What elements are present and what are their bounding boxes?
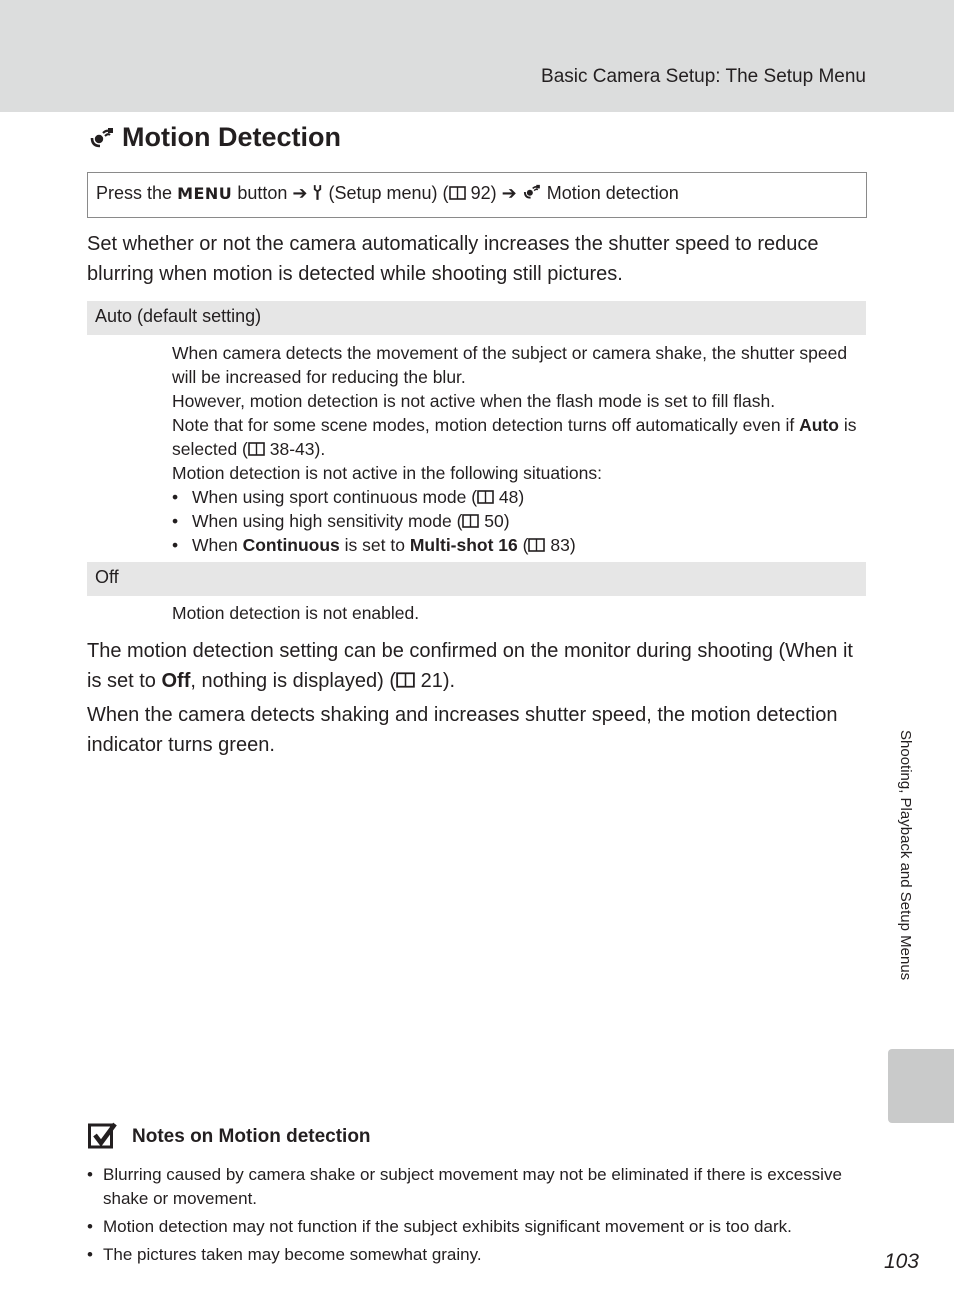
- list-item: • When using high sensitivity mode ( 50): [172, 509, 862, 533]
- navigation-path-box: [87, 172, 867, 218]
- auto-line-3: Note that for some scene modes, motion detection turns off automatically even if Auto is selected ( 38-43).: [172, 415, 857, 459]
- nav-page-92: 92): [470, 183, 497, 203]
- side-tab-label: Shooting, Playback and Setup Menus: [897, 730, 914, 981]
- header-title: Basic Camera Setup: The Setup Menu: [541, 66, 866, 87]
- option-auto-header: Auto (default setting): [87, 301, 866, 335]
- auto-situations-list: [172, 485, 862, 557]
- motion-detection-icon: [88, 124, 116, 152]
- header-band: [0, 0, 954, 112]
- notes-list: [87, 1163, 867, 1271]
- auto-bold: Auto: [799, 415, 839, 435]
- arrow-icon: ➔: [292, 183, 308, 203]
- check-mark-icon: [88, 1122, 118, 1152]
- book-reference-icon: [396, 672, 415, 688]
- page-title: [88, 122, 341, 153]
- list-item: • Blurring caused by camera shake or subject movement may not be eliminated if there is excessive shake or movement.: [87, 1163, 867, 1211]
- nav-motion-detection: Motion detection: [546, 183, 679, 203]
- book-reference-icon: [248, 442, 265, 456]
- list-item: • When Continuous is set to Multi-shot 16 ( 83): [172, 533, 862, 557]
- list-item: • The pictures taken may become somewhat grainy.: [87, 1243, 867, 1267]
- option-off-description: Motion detection is not enabled.: [172, 603, 420, 623]
- auto-line-4: Motion detection is not active in the following situations:: [172, 463, 602, 483]
- notes-heading: [88, 1122, 371, 1152]
- nav-setup-menu: (Setup menu) (: [328, 183, 449, 203]
- menu-button-glyph: MENU: [177, 184, 233, 203]
- book-reference-icon: [462, 514, 479, 528]
- book-reference-icon: [449, 186, 466, 200]
- page-title-text: Motion Detection: [122, 122, 341, 152]
- nav-button-word: button: [237, 183, 288, 203]
- option-auto-description: [172, 341, 862, 557]
- motion-detection-icon: [522, 182, 542, 202]
- side-tab-marker: [888, 1049, 954, 1123]
- notes-title: Notes on Motion detection: [132, 1126, 371, 1147]
- auto-line-1: When camera detects the movement of the subject or camera shake, the shutter speed will be increased for reducing the blur.: [172, 343, 848, 387]
- wrench-icon: [312, 184, 323, 201]
- auto-line-2: However, motion detection is not active when the flash mode is set to fill flash.: [172, 391, 776, 411]
- option-off-header: Off: [87, 562, 866, 596]
- arrow-icon: ➔: [501, 183, 517, 203]
- list-item: • When using sport continuous mode ( 48): [172, 485, 862, 509]
- intro-paragraph: Set whether or not the camera automatically increases the shutter speed to reduce blurring when motion is detected while shooting still pictures.: [87, 233, 819, 285]
- list-item: • Motion detection may not function if the subject exhibits significant movement or is too dark.: [87, 1215, 867, 1239]
- book-reference-icon: [528, 538, 545, 552]
- nav-press-the: Press the: [96, 183, 173, 203]
- off-bold: Off: [161, 670, 191, 692]
- page-number: 103: [883, 1250, 919, 1273]
- confirmation-paragraph: The motion detection setting can be confirmed on the monitor during shooting (When it is set to Off, nothing is displayed) ( 21).: [87, 640, 853, 692]
- book-reference-icon: [477, 490, 494, 504]
- indicator-paragraph: When the camera detects shaking and increases shutter speed, the motion detection indicator turns green.: [87, 704, 838, 756]
